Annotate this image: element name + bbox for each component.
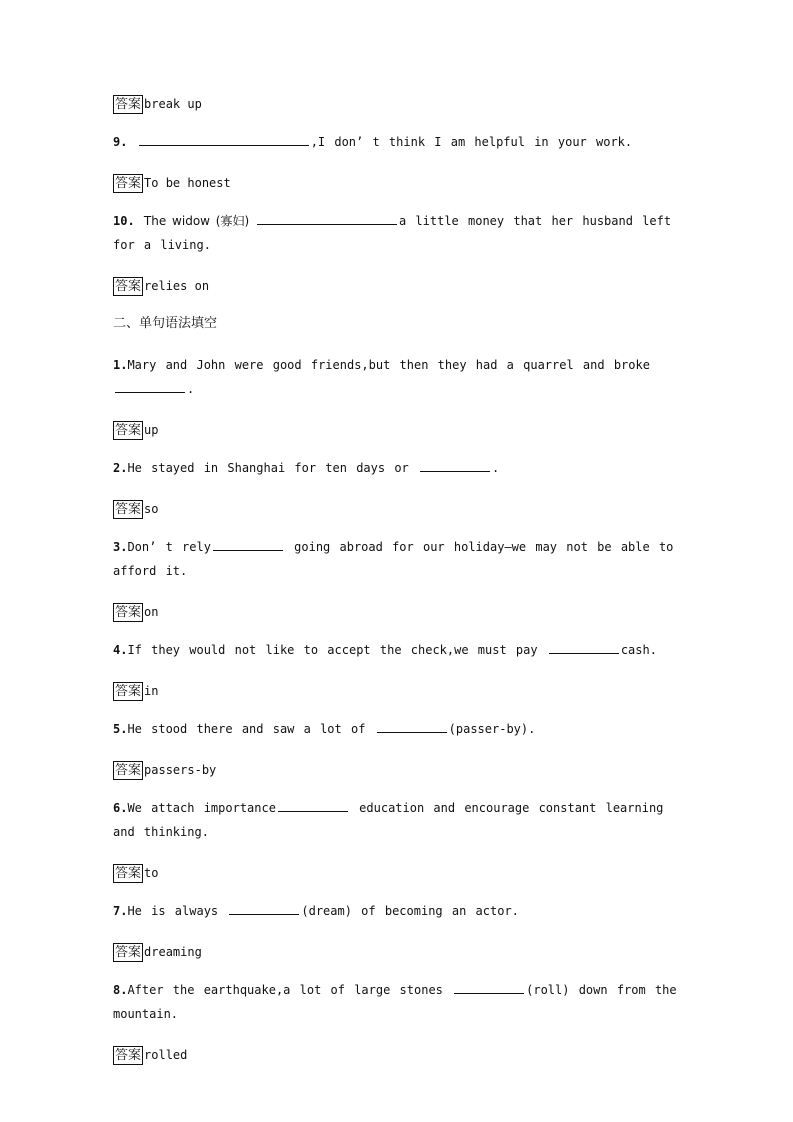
answer-text: break up <box>144 97 202 111</box>
question-2-4 <box>113 638 683 662</box>
answer-row-2-2 <box>113 497 683 521</box>
question-10 <box>113 209 683 257</box>
answer-text: so <box>144 502 159 516</box>
question-text-before: He stood there and saw a lot of <box>127 722 375 736</box>
question-text-before: If they would not like to accept the check,we must pay <box>127 643 547 657</box>
question-text-after: (dream) of becoming an actor. <box>301 904 519 918</box>
question-text-after: (roll) down from the mountain. <box>113 983 677 1021</box>
answer-text: dreaming <box>144 945 202 959</box>
question-2-6 <box>113 796 683 844</box>
answer-blank <box>213 538 283 551</box>
answer-text: To be honest <box>144 176 231 190</box>
question-2-3 <box>113 535 683 583</box>
answer-tag: 答案 <box>115 605 142 620</box>
answer-row-10 <box>113 274 683 298</box>
answer-blank <box>229 902 299 915</box>
answer-blank <box>257 212 397 225</box>
answer-row-2-5 <box>113 758 683 782</box>
answer-row-2-1 <box>113 418 683 442</box>
answer-row-9 <box>113 171 683 195</box>
question-9 <box>113 130 683 154</box>
question-number: 2. <box>113 461 128 475</box>
question-number: 7. <box>113 904 128 918</box>
question-text-before: We attach importance <box>127 801 276 815</box>
answer-tag: 答案 <box>115 945 142 960</box>
question-text-after: ,I don’ t think I am helpful in your work. <box>310 135 633 149</box>
question-text-after: . <box>187 382 195 396</box>
question-text-after: cash. <box>620 643 657 657</box>
answer-text: passers-by <box>144 763 217 777</box>
answer-text: to <box>144 866 159 880</box>
question-number: 3. <box>113 540 128 554</box>
answer-row-2-6 <box>113 861 683 885</box>
question-number: 8. <box>113 983 128 997</box>
question-2-5 <box>113 717 683 741</box>
answer-tag: 答案 <box>115 763 142 778</box>
question-text-after: going abroad for our holiday—we may not be able to afford it. <box>113 540 674 578</box>
section-title: 二、单句语法填空 <box>113 316 218 331</box>
question-text-before: He is always <box>127 904 228 918</box>
worksheet-page <box>113 92 683 1081</box>
answer-blank <box>420 459 490 472</box>
question-number: 9. <box>113 135 128 149</box>
answer-blank <box>278 799 348 812</box>
question-text-after: (passer-by). <box>448 722 536 736</box>
answer-text: rolled <box>144 1048 188 1062</box>
question-text-after: a little money that her husband left for a living. <box>113 214 672 252</box>
answer-text: on <box>144 605 159 619</box>
answer-blank <box>377 720 447 733</box>
answer-blank <box>549 641 619 654</box>
question-2-8 <box>113 978 683 1026</box>
question-number: 5. <box>113 722 128 736</box>
question-text-before: He stayed in Shanghai for ten days or <box>127 461 418 475</box>
answer-row-2-8 <box>113 1043 683 1067</box>
answer-tag: 答案 <box>115 684 142 699</box>
answer-blank <box>454 981 524 994</box>
question-text-before: After the earthquake,a lot of large stones <box>127 983 453 997</box>
answer-row-2-4 <box>113 679 683 703</box>
answer-row-8 <box>113 92 683 116</box>
question-text-after: . <box>492 461 500 475</box>
answer-tag: 答案 <box>115 502 142 517</box>
question-text-after: education and encourage constant learning and thinking. <box>113 801 664 839</box>
answer-row-2-7 <box>113 940 683 964</box>
question-number: 4. <box>113 643 128 657</box>
question-text-before: The widow (寡妇) <box>143 214 255 228</box>
question-number: 6. <box>113 801 128 815</box>
answer-tag: 答案 <box>115 176 142 191</box>
answer-tag: 答案 <box>115 866 142 881</box>
question-2-2 <box>113 456 683 480</box>
question-text-before: Mary and John were good friends,but then they had a quarrel and broke <box>127 358 650 372</box>
question-2-1 <box>113 353 683 401</box>
question-number: 1. <box>113 358 128 372</box>
answer-row-2-3 <box>113 600 683 624</box>
answer-tag: 答案 <box>115 97 142 112</box>
answer-tag: 答案 <box>115 1048 142 1063</box>
answer-blank <box>139 133 309 146</box>
question-2-7 <box>113 899 683 923</box>
answer-blank <box>115 380 185 393</box>
answer-tag: 答案 <box>115 279 142 294</box>
question-number: 10. <box>113 214 135 228</box>
answer-tag: 答案 <box>115 423 142 438</box>
answer-text: in <box>144 684 159 698</box>
question-text-before: Don’ t rely <box>127 540 211 554</box>
answer-text: relies on <box>144 279 210 293</box>
answer-text: up <box>144 423 159 437</box>
